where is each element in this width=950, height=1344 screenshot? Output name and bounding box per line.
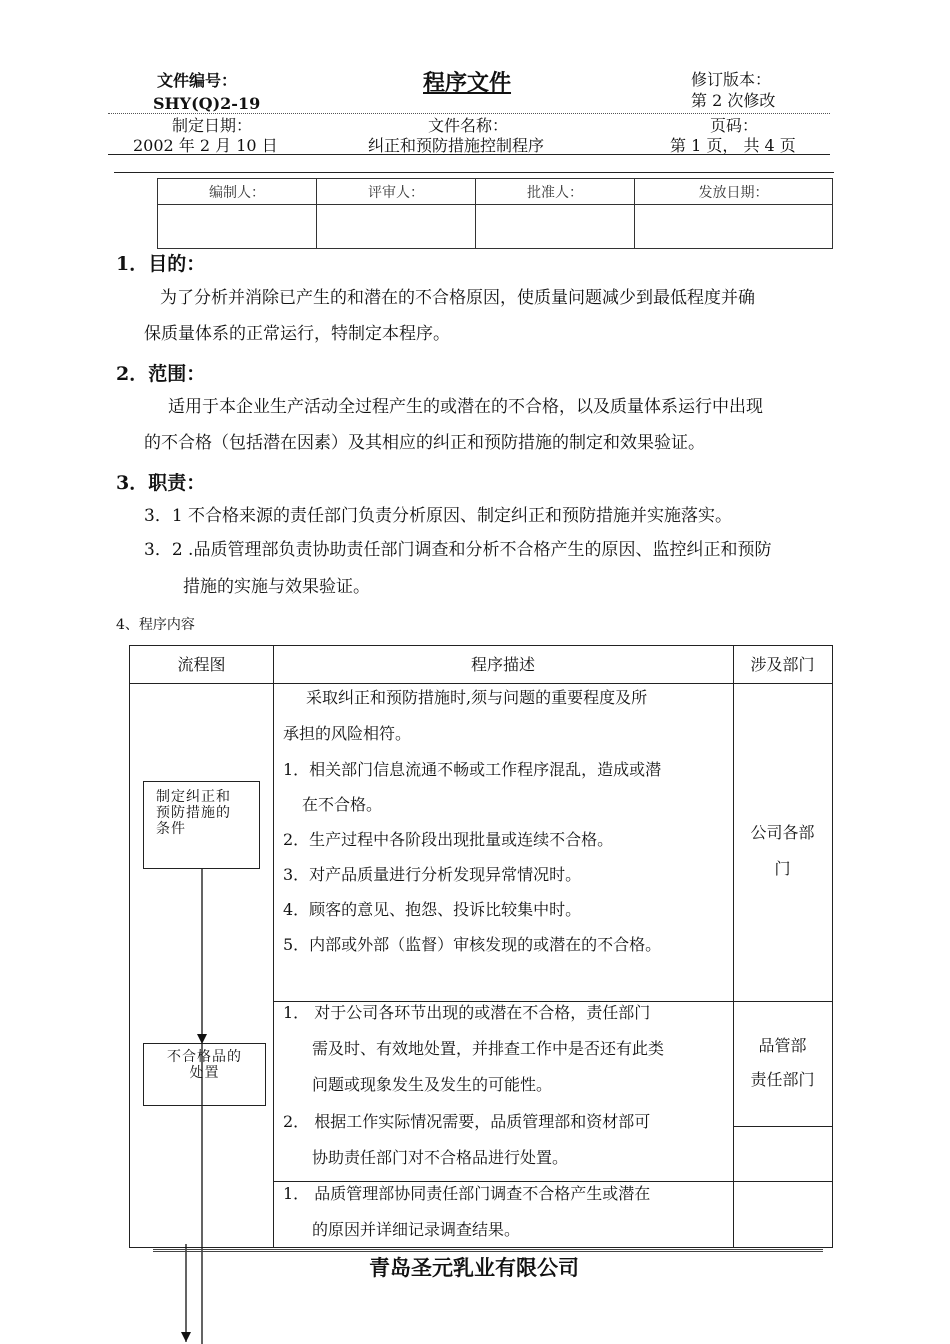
- section-1-title: 1．目的：: [116, 253, 206, 275]
- row1-desc-line5: 2．生产过程中各阶段出现批量或连续不合格。: [283, 830, 614, 849]
- row1-desc-line7: 4．顾客的意见、抱怨、投诉比较集中时。: [283, 900, 582, 919]
- date-value: 2002 年 2 月 10 日: [133, 136, 278, 155]
- flow-box-conditions-line1: 制定纠正和: [156, 789, 231, 805]
- date-label: 制定日期：: [172, 116, 253, 135]
- flow-box-disposal-line1: 不合格品的: [167, 1049, 242, 1065]
- doc-type-title: 程序文件: [423, 70, 512, 96]
- signoff-header-approver: 批准人：: [475, 179, 634, 205]
- row1-desc-line1: 采取纠正和预防措施时,须与问题的重要程度及所: [306, 688, 648, 707]
- row2-desc-line2: 需及时、有效地处置，并排查工作中是否还有此类: [312, 1039, 665, 1058]
- signoff-header-issue-date: 发放日期：: [634, 179, 832, 205]
- row2-dept-line1: 品管部: [758, 1036, 807, 1055]
- row2-dept-line2: 责任部门: [750, 1070, 815, 1089]
- section-2-text-line2: 的不合格（包括潜在因素）及其相应的纠正和预防措施的制定和效果验证。: [144, 433, 705, 453]
- row3-desc-line1: 1． 品质管理部协同责任部门调查不合格产生或潜在: [283, 1184, 651, 1203]
- flow-box-disposal: [143, 1043, 266, 1106]
- row1-dept-line1: 公司各部: [750, 823, 815, 842]
- col-header-flowchart: 流程图: [177, 655, 226, 674]
- row2-desc-line4: 2． 根据工作实际情况需要，品质管理部和资材部可: [283, 1112, 651, 1131]
- row1-desc-line4: 在不合格。: [302, 795, 383, 814]
- row2-desc-line3: 问题或现象发生及发生的可能性。: [312, 1075, 553, 1094]
- section-2-title: 2．范围：: [116, 363, 206, 385]
- section-3-2-line2: 措施的实施与效果验证。: [183, 577, 370, 597]
- doc-name-value: 纠正和预防措施控制程序: [368, 136, 545, 155]
- revision-value: 第 2 次修改: [691, 91, 776, 110]
- row1-desc-line3: 1．相关部门信息流通不畅或工作程序混乱，造成或潜: [283, 760, 662, 779]
- doc-number-label: 文件编号：: [157, 71, 238, 90]
- doc-name-label: 文件名称：: [428, 116, 509, 135]
- row1-desc-line8: 5．内部或外部（监督）审核发现的或潜在的不合格。: [283, 935, 662, 954]
- section-3-1: 3．1 不合格来源的责任部门负责分析原因、制定纠正和预防措施并实施落实。: [144, 506, 733, 526]
- signoff-header-reviewer: 评审人：: [316, 179, 475, 205]
- row3-desc-line2: 的原因并详细记录调查结果。: [312, 1220, 521, 1239]
- flow-box-conditions-line3: 条件: [156, 821, 186, 837]
- footer-company-name: 青岛圣元乳业有限公司: [369, 1255, 579, 1280]
- signoff-header-author: 编制人：: [158, 179, 317, 205]
- doc-number-value: SHY(Q)2-19: [153, 94, 261, 113]
- page-label: 页码：: [710, 116, 759, 135]
- flow-box-conditions: [143, 781, 260, 869]
- col-header-department: 涉及部门: [750, 655, 815, 674]
- row1-desc-line6: 3．对产品质量进行分析发现异常情况时。: [283, 865, 582, 884]
- section-3-2-line1: 3．2 .品质管理部负责协助责任部门调查和分析不合格产生的原因、监控纠正和预防: [144, 540, 772, 560]
- section-1-text-line1: 为了分析并消除已产生的和潜在的不合格原因，使质量问题减少到最低程度并确: [160, 288, 755, 308]
- row1-desc-line2: 承担的风险相符。: [283, 724, 412, 743]
- section-3-title: 3．职责：: [116, 472, 206, 494]
- row1-dept-line2: 门: [774, 859, 791, 878]
- revision-label: 修订版本：: [691, 70, 772, 89]
- section-4-title: 4、程序内容: [116, 617, 195, 633]
- page-value: 第 1 页， 共 4 页: [670, 136, 796, 155]
- col-header-description: 程序描述: [470, 655, 535, 674]
- section-1-text-line2: 保质量体系的正常运行，特制定本程序。: [144, 324, 450, 344]
- section-2-text-line1: 适用于本企业生产活动全过程产生的或潜在的不合格，以及质量体系运行中出现: [168, 397, 763, 417]
- row2-desc-line1: 1． 对于公司各环节出现的或潜在不合格，责任部门: [283, 1003, 651, 1022]
- flow-box-disposal-line2: 处置: [189, 1065, 220, 1081]
- flow-box-conditions-line2: 预防措施的: [156, 805, 231, 821]
- row2-desc-line5: 协助责任部门对不合格品进行处置。: [312, 1148, 569, 1167]
- arrow-down-icon: [181, 1332, 191, 1342]
